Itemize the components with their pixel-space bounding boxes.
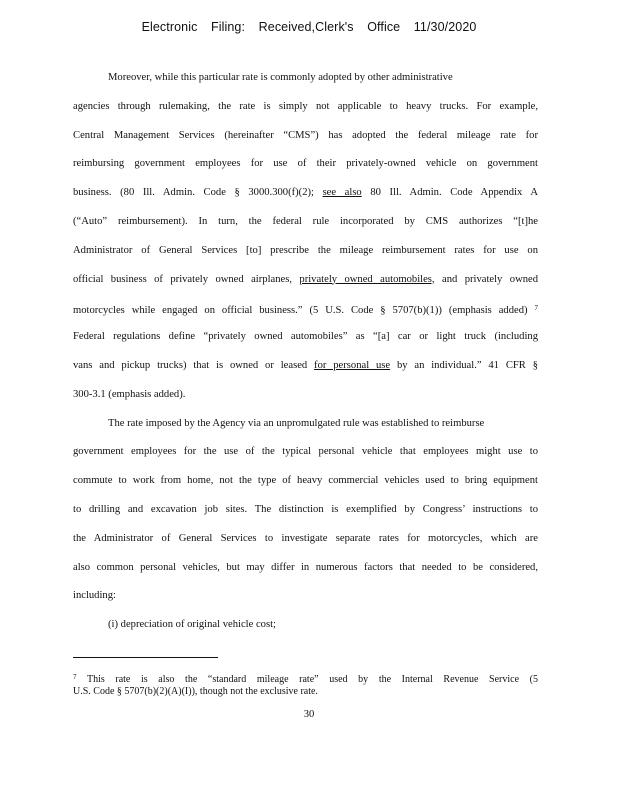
body-line xyxy=(73,122,538,151)
line-text: by an individual.” 41 CFR § xyxy=(390,359,538,371)
page-number: 30 xyxy=(303,709,315,720)
body-line xyxy=(73,496,538,525)
footnote-reference: 7 xyxy=(534,304,538,313)
footnote-divider xyxy=(73,657,218,658)
body-line xyxy=(73,582,538,611)
line-text: The rate imposed by the Agency via an unpromulgated rule was established to reimburse xyxy=(108,417,485,429)
body-line xyxy=(73,352,538,381)
footnote-text-1: This rate is also the “standard mileage rate” used by the Internal Revenue Service (5 xyxy=(76,674,538,685)
line-text: including: xyxy=(73,590,116,602)
body-line xyxy=(73,438,538,467)
line-text: commute to work from home, not the type of heavy commercial vehicles used to bring equipment xyxy=(73,475,538,487)
line-text: (i) depreciation of original vehicle cost; xyxy=(108,619,276,631)
line-text: also common personal vehicles, but may differ in numerous factors that needed to be considered, xyxy=(73,561,538,573)
line-text: motorcycles while engaged on official business.” (5 U.S. Code § 5707(b)(1)) (emphasis added) xyxy=(73,305,528,317)
line-text: to drilling and excavation job sites. The distinction is exemplified by Congress’ instructions to xyxy=(73,503,538,515)
body-line xyxy=(73,381,538,410)
line-text: (“Auto” reimbursement). In turn, the federal rule incorporated by CMS authorizes “[t]he xyxy=(73,215,538,227)
body-line xyxy=(73,93,538,122)
line-text: reimbursing government employees for use of their privately-owned vehicle on government xyxy=(73,158,538,170)
line-text: official business of privately owned airplanes, xyxy=(73,273,300,285)
body-line xyxy=(73,554,538,583)
body-line xyxy=(73,266,538,295)
footnote-line-1 xyxy=(73,670,538,685)
body-line xyxy=(73,150,538,179)
line-text: government employees for the use of the typical personal vehicle that employees might use to xyxy=(73,446,538,458)
line-text: agencies through rulemaking, the rate is simply not applicable to heavy trucks. For example, xyxy=(73,100,538,112)
underlined-text: privately owned automobiles, xyxy=(299,273,435,285)
underlined-text: see also xyxy=(322,187,362,199)
line-text: 80 Ill. Admin. Code Appendix A xyxy=(361,187,538,199)
line-text: 300-3.1 (emphasis added). xyxy=(73,388,186,400)
body-line xyxy=(73,410,538,439)
footnote-marker: 7 xyxy=(73,673,77,681)
line-text: vans and pickup trucks) that is owned or leased xyxy=(73,359,315,371)
body-line xyxy=(73,64,538,93)
line-text: the Administrator of General Services to investigate separate rates for motorcycles, which are xyxy=(73,532,538,544)
line-text: Moreover, while this particular rate is commonly adopted by other administrative xyxy=(108,72,453,83)
footnote-line-2: U.S. Code § 5707(b)(2)(A)(I)), though not the exclusive rate. xyxy=(73,685,318,697)
underlined-text: for personal use xyxy=(314,359,391,371)
body-line xyxy=(73,323,538,352)
line-text: and privately owned xyxy=(434,273,539,285)
body-line xyxy=(73,179,538,208)
body-line xyxy=(73,611,538,640)
body-line xyxy=(73,208,538,237)
footnote xyxy=(73,670,538,699)
filing-header: Electronic Filing: Received,Clerk's Office 11/30/2020 xyxy=(141,20,477,34)
body-line xyxy=(73,467,538,496)
body-line xyxy=(73,294,538,323)
line-text: Administrator of General Services [to] prescribe the mileage reimbursement rates for use on xyxy=(73,244,538,256)
line-text: business. (80 Ill. Admin. Code § 3000.300(f)(2); xyxy=(73,187,323,199)
line-text: Central Management Services (hereinafter “CMS”) has adopted the federal mileage rate for xyxy=(73,129,538,141)
body-line xyxy=(73,237,538,266)
document-body xyxy=(73,64,538,640)
body-line xyxy=(73,525,538,554)
line-text: Federal regulations define “privately owned automobiles” as “[a] car or light truck (including xyxy=(73,331,538,343)
